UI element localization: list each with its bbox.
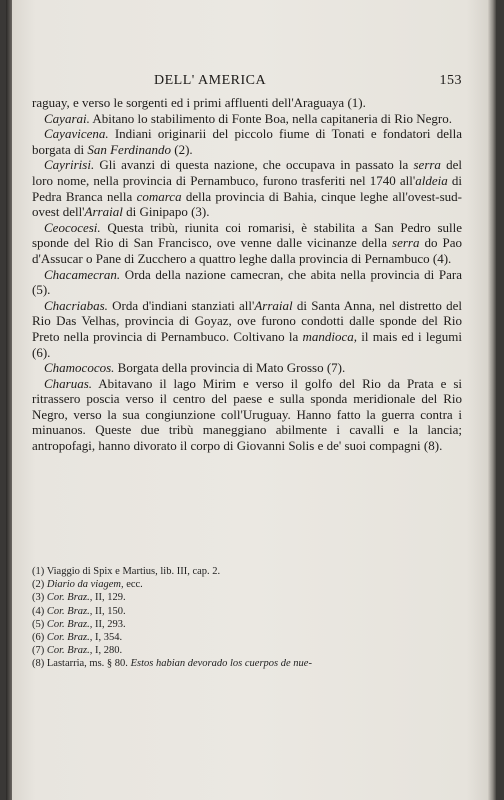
italic-term: comarca [136, 188, 182, 204]
footnote-source: Diario da viagem, [46, 579, 124, 591]
paragraph-text: do Pao d'Assucar o Pane di Zucchero a quattro leghe dalla provincia di Pernambuco (4). [32, 235, 462, 266]
footnote [32, 657, 462, 670]
footnote-source: Cor. Braz., [46, 592, 93, 604]
paragraph-text: il mais ed i legumi (6). [32, 328, 462, 360]
tribe-name: Cayarai. [44, 110, 90, 126]
tribe-name: Chacamecran. [44, 266, 121, 282]
paragraph-text: Orda della nazione camecran, che abita nella provincia di Para (5). [32, 266, 462, 298]
page-gutter [6, 0, 12, 800]
paragraph-text: di Pedra Branca nella [32, 172, 462, 204]
paragraph [32, 220, 462, 267]
paragraph [32, 126, 462, 157]
tribe-name: Cayririsi. [44, 157, 95, 173]
page-number: 153 [439, 73, 462, 88]
italic-term: Arraial [84, 204, 123, 220]
book-page [6, 0, 496, 800]
paragraph-text: di Ginipapo (3). [122, 204, 210, 220]
footnote [32, 578, 462, 591]
paragraph [32, 157, 462, 219]
paragraph [32, 376, 462, 454]
paragraph-text: Indiani originarii del piccolo fiume di Tonati e fondatori della borgata di [32, 126, 462, 157]
footnote-text: I, 354. [92, 632, 123, 644]
footnote-text: II, 129. [92, 592, 126, 604]
paragraph [32, 360, 462, 376]
tribe-name: Cayavicena. [44, 126, 109, 142]
footnote-number: (3) [32, 592, 45, 604]
paragraph-text: Abitavano il lago Mirim e verso il golfo del Rio da Prata e si ritrassero poscia verso il centro del paese e sulla sponda meridionale del Rio Negro, verso la sua congiunzione coll'Uruguay. Hanno fatto la guerra contra i minuanos. Queste due tribù maneggiano abilmente i cavalli e la lancia; antropofagi, hanno divorato il corpo di Giovanni Solis e de' suoi compagni (8). [32, 375, 462, 454]
footnote-text: II, 293. [92, 618, 126, 630]
paragraph-text: Orda d'indiani stanziati all' [107, 297, 255, 313]
paragraph-text: del loro nome, nella provincia di Pernambuco, furono trasferiti nel 1740 all' [32, 157, 462, 188]
paragraph [32, 298, 462, 360]
footnote-text: Viaggio di Spix e Martius, lib. III, cap. 2. [46, 566, 221, 577]
paragraph [32, 95, 462, 111]
page-edge [488, 0, 496, 800]
footnote-number: (1) [32, 566, 45, 577]
footnote-text: I, 280. [92, 645, 123, 657]
footnote-number: (5) [32, 618, 45, 630]
italic-term: aldeia [415, 172, 448, 188]
tribe-name: Ceococesi. [44, 219, 101, 235]
running-head: DELL' AMERICA [154, 73, 267, 88]
footnote-number: (8) [32, 658, 45, 670]
footnote [32, 618, 462, 631]
italic-term: serra [413, 157, 441, 173]
tribe-name: Charuas. [44, 375, 93, 391]
italic-term: Arraial [254, 297, 293, 313]
footnote-source: Cor. Braz., [46, 632, 93, 644]
tribe-name: Chacriabas. [44, 297, 108, 313]
paragraph-text: Borgata della provincia di Mato Grosso (7). [114, 360, 346, 376]
footnote-number: (4) [32, 605, 45, 617]
footnote-number: (2) [32, 579, 45, 591]
paragraph-text: di Santa Anna, nel distretto del Rio Das Velhas, provincia di Goyaz, ove furono condotti dalle sponde del Rio Preto nella provincia di Pernambuco. Coltivano la [32, 297, 462, 344]
footnote-source: Cor. Braz., [46, 618, 93, 630]
main-text [32, 95, 462, 454]
italic-term: serra [392, 235, 420, 251]
footnote-number: (6) [32, 632, 45, 644]
footnote-text: ecc. [123, 579, 143, 591]
footnote-text: II, 150. [92, 605, 126, 617]
footnote-text: Lastarria, ms. § 80. [46, 658, 131, 670]
page-header [32, 73, 462, 91]
footnote-number: (7) [32, 645, 45, 657]
paragraph-text: Abitano lo stabilimento di Fonte Boa, nella capitaneria di Rio Negro. [89, 110, 452, 126]
footnote [32, 605, 462, 618]
paragraph-text: della provincia di Bahia, cinque leghe all'ovest-sud-ovest dell' [32, 188, 462, 220]
footnotes [32, 565, 462, 671]
footnote [32, 565, 462, 578]
footnote-source: Cor. Braz., [46, 645, 93, 657]
footnote-source: Cor. Braz., [46, 605, 93, 617]
footnote-quote: Estos habian devorado los cuerpos de nue- [130, 658, 312, 670]
footnote [32, 591, 462, 604]
footnote [32, 631, 462, 644]
italic-term: San Ferdinando [87, 141, 172, 157]
paragraph-text: Gli avanzi di questa nazione, che occupava in passato la [94, 157, 414, 173]
footnote [32, 644, 462, 657]
paragraph [32, 111, 462, 127]
tribe-name: Chamococos. [44, 360, 115, 376]
paragraph [32, 267, 462, 298]
paragraph-text: Questa tribù, riunita coi romarisi, è stabilita a San Pedro sulle sponde del Rio di San Francisco, ove venne dalle vicinanze della [32, 219, 462, 251]
paragraph-text: raguay, e verso le sorgenti ed i primi affluenti dell'Araguaya (1). [32, 95, 366, 110]
paragraph-text: (2). [171, 141, 193, 157]
italic-term: mandioca, [302, 328, 358, 344]
